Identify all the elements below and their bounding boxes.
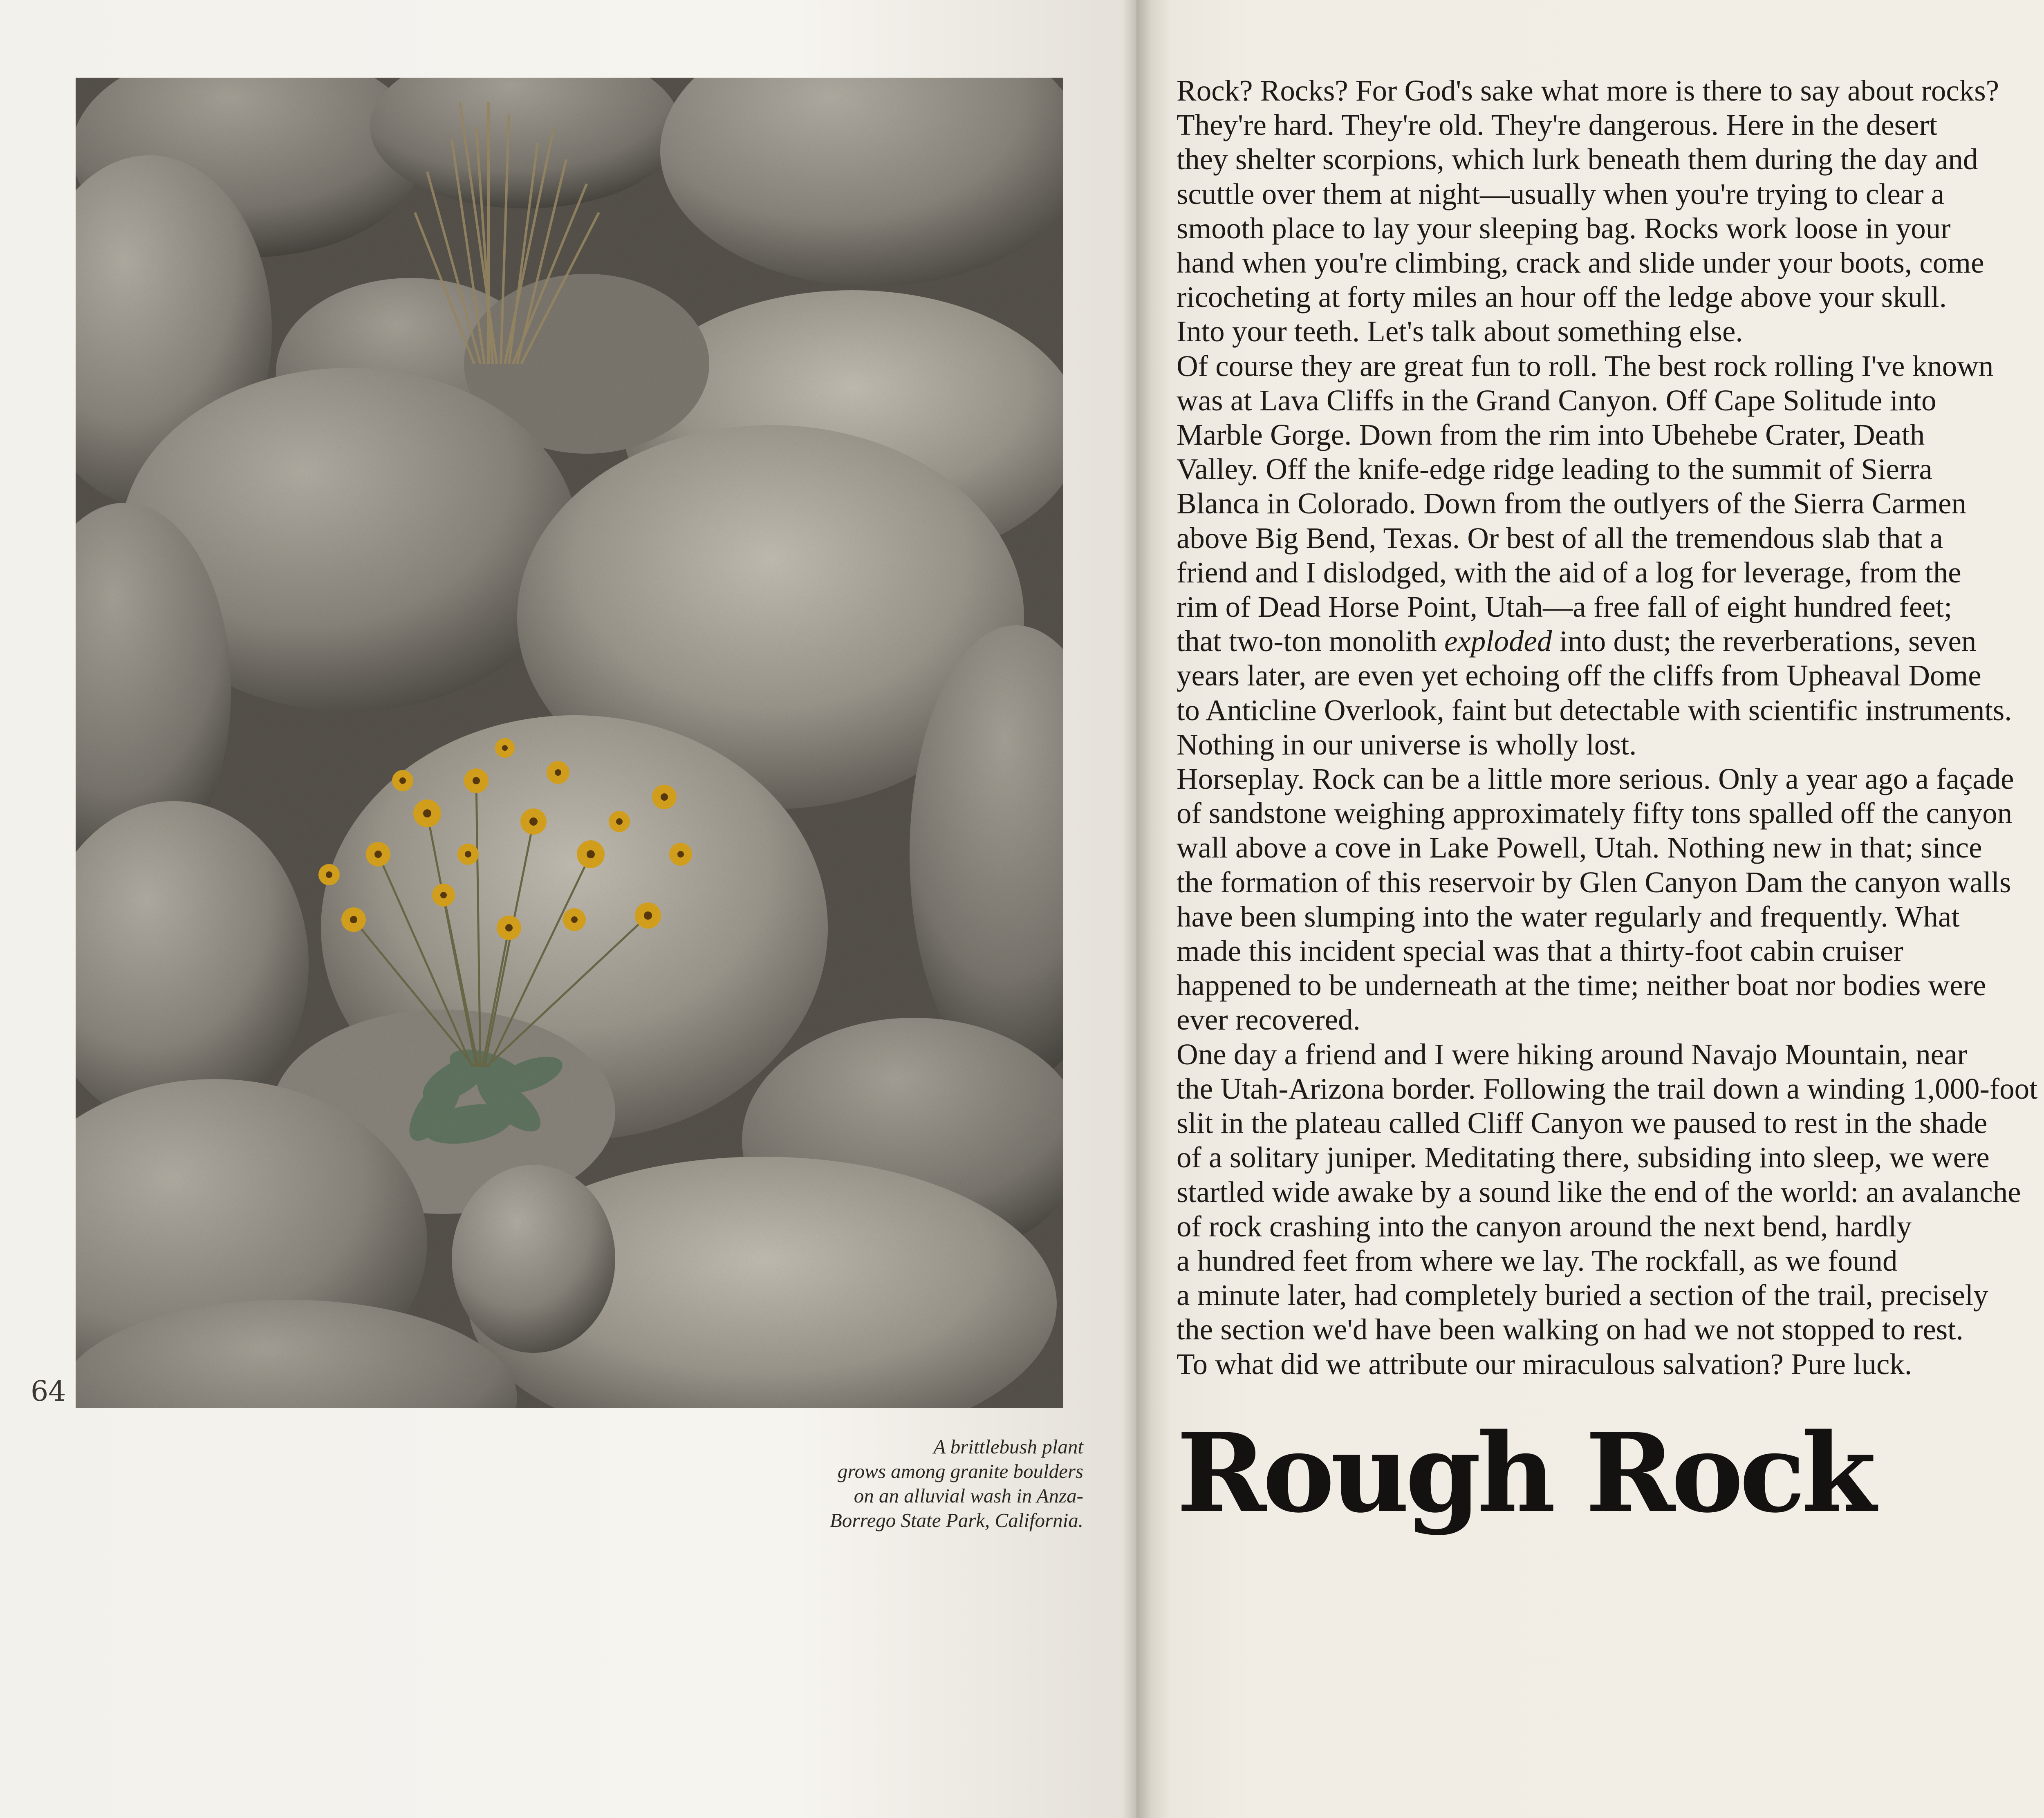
- text-line: a minute later, had completely buried a section of the trail, precisely: [1177, 1278, 1988, 1312]
- caption-line: on an alluvial wash in Anza-: [854, 1484, 1083, 1507]
- text-line: Horseplay. Rock can be a little more serious. Only a year ago a façade: [1177, 762, 2014, 796]
- photo-illustration: [76, 78, 1063, 1408]
- text-line: of sandstone weighing approximately fifty tons spalled off the canyon: [1177, 797, 2013, 830]
- text-line: startled wide awake by a sound like the end of the world: an avalanche: [1177, 1175, 2021, 1209]
- text-line: Nothing in our universe is wholly lost.: [1177, 728, 1637, 761]
- text-line: Valley. Off the knife-edge ridge leading to the summit of Sierra: [1177, 452, 1932, 486]
- text-line: friend and I dislodged, with the aid of a log for leverage, from the: [1177, 555, 1961, 589]
- text-line: hand when you're climbing, crack and slide under your boots, come: [1177, 246, 1984, 280]
- brittlebush-photo: [76, 78, 1063, 1408]
- photo-caption: [764, 1435, 1083, 1533]
- text-line: happened to be underneath at the time; neither boat nor bodies were: [1177, 969, 1986, 1002]
- text-line: Into your teeth. Let's talk about something else.: [1177, 315, 1743, 348]
- text-line: the formation of this reservoir by Glen Canyon Dam the canyon walls: [1177, 865, 2011, 899]
- text-line: Blanca in Colorado. Down from the outlyers of the Sierra Carmen: [1177, 487, 1966, 520]
- text-line: the section we'd have been walking on had we not stopped to rest.: [1177, 1313, 1963, 1346]
- page-number-left: 64: [31, 1375, 66, 1408]
- text-line: slit in the plateau called Cliff Canyon we paused to rest in the shade: [1177, 1106, 1988, 1140]
- text-line: have been slumping into the water regularly and frequently. What: [1177, 900, 1960, 933]
- text-line: above Big Bend, Texas. Or best of all the tremendous slab that a: [1177, 521, 1943, 555]
- text-line: scuttle over them at night—usually when you're trying to clear a: [1177, 177, 1945, 210]
- text-line: they shelter scorpions, which lurk beneath them during the day and: [1177, 143, 1978, 176]
- text-line: Rock? Rocks? For God's sake what more is there to say about rocks?: [1177, 74, 1999, 107]
- text-line: to Anticline Overlook, faint but detectable with scientific instruments.: [1177, 693, 2012, 727]
- text-line: years later, are even yet echoing off the cliffs from Upheaval Dome: [1177, 659, 1981, 692]
- text-line: wall above a cove in Lake Powell, Utah. Nothing new in that; since: [1177, 831, 1982, 864]
- book-gutter: [1122, 0, 1151, 1818]
- italic-word: exploded: [1444, 625, 1552, 658]
- text-segment: that two-ton monolith: [1177, 625, 1444, 658]
- text-segment: into dust; the reverberations, seven: [1552, 625, 1977, 658]
- chapter-title: Rough Rock: [1177, 1410, 1872, 1537]
- text-line: smooth place to lay your sleeping bag. Rocks work loose in your: [1177, 211, 1951, 245]
- text-line: Marble Gorge. Down from the rim into Ubehebe Crater, Death: [1177, 418, 1925, 452]
- text-line: of rock crashing into the canyon around the next bend, hardly: [1177, 1209, 1912, 1243]
- text-line: ever recovered.: [1177, 1003, 1360, 1037]
- chapter-body-text: [1177, 74, 2044, 1381]
- text-line: the Utah-Arizona border. Following the trail down a winding 1,000-foot: [1177, 1072, 2038, 1105]
- text-line: Of course they are great fun to roll. The best rock rolling I've known: [1177, 349, 1994, 383]
- text-line: a hundred feet from where we lay. The rockfall, as we found: [1177, 1244, 1898, 1277]
- caption-line: A brittlebush plant: [933, 1435, 1083, 1458]
- text-line: rim of Dead Horse Point, Utah—a free fall of eight hundred feet;: [1177, 590, 1952, 624]
- caption-line: Borrego State Park, California.: [829, 1509, 1083, 1531]
- text-line: One day a friend and I were hiking around Navajo Mountain, near: [1177, 1037, 1967, 1071]
- text-line: [1177, 624, 2044, 658]
- text-line: was at Lava Cliffs in the Grand Canyon. Off Cape Solitude into: [1177, 383, 1936, 417]
- text-line: To what did we attribute our miraculous salvation? Pure luck.: [1177, 1347, 1912, 1381]
- caption-line: grows among granite boulders: [837, 1460, 1083, 1482]
- text-line: They're hard. They're old. They're dangerous. Here in the desert: [1177, 108, 1938, 142]
- text-line: of a solitary juniper. Meditating there, subsiding into sleep, we were: [1177, 1141, 1990, 1174]
- text-line: ricocheting at forty miles an hour off the ledge above your skull.: [1177, 280, 1947, 314]
- text-line: made this incident special was that a thirty-foot cabin cruiser: [1177, 934, 1903, 968]
